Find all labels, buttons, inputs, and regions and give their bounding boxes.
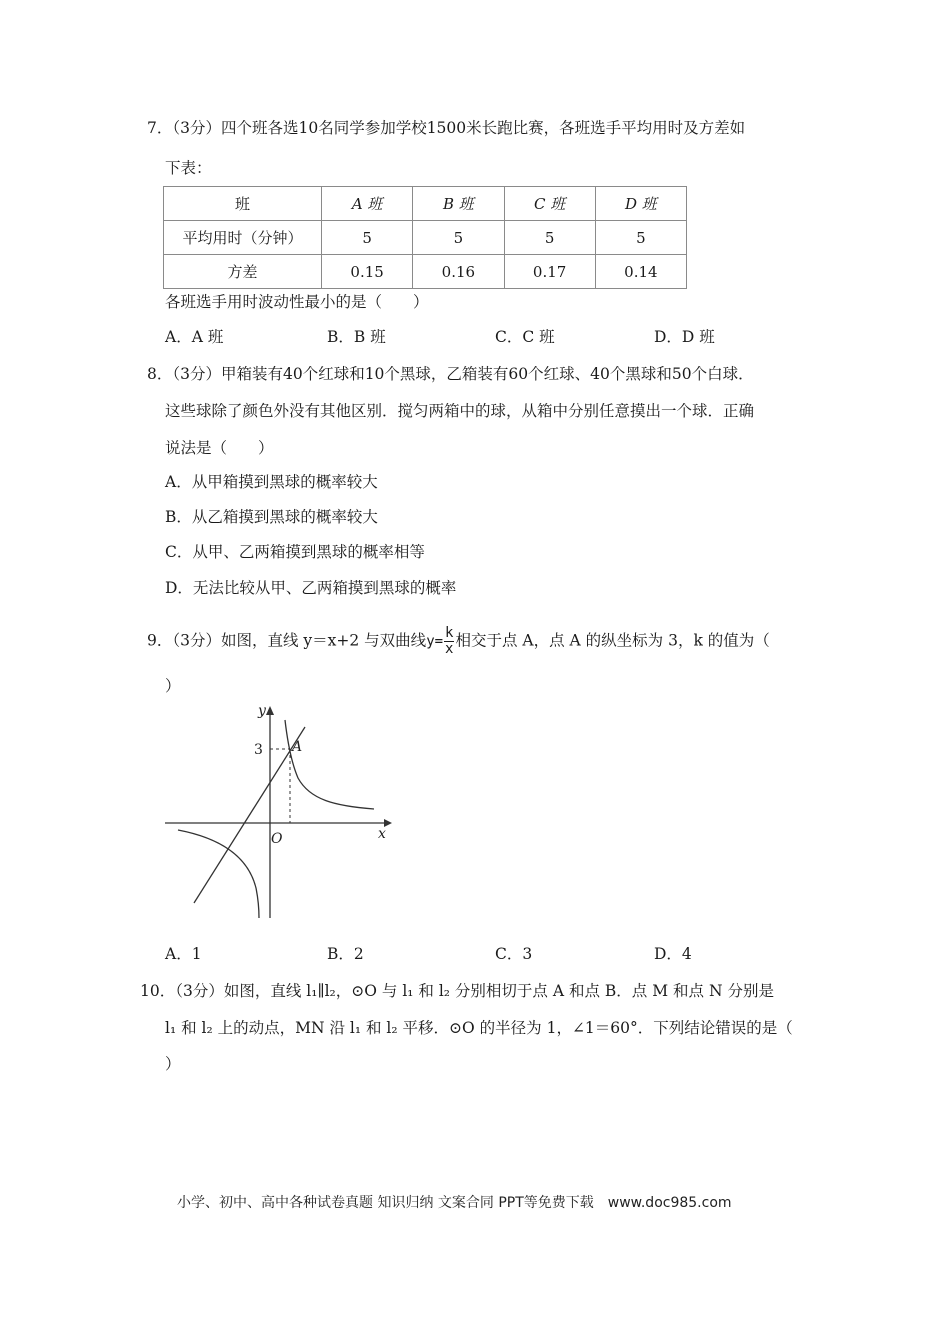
table-cell: 平均用时（分钟） xyxy=(164,221,322,255)
point-a-label: A xyxy=(292,739,303,755)
y-axis-arrow-icon xyxy=(266,706,274,715)
hyperbola-branch-right xyxy=(285,720,374,809)
y-axis-label: y xyxy=(258,703,266,719)
line-y-equals-x-plus-2 xyxy=(194,727,305,903)
table-cell: 0.16 xyxy=(413,255,504,289)
q8-option-c: C．从甲、乙两箱摸到黑球的概率相等 xyxy=(165,543,425,561)
table-cell: 5 xyxy=(595,221,686,255)
table-cell: 5 xyxy=(504,221,595,255)
q9-stem-part-b: 相交于点 A，点 A 的纵坐标为 3，k 的值为（ xyxy=(455,631,770,650)
table-header-cell: A 班 xyxy=(322,187,413,221)
q7-option-c: C．C 班 xyxy=(495,328,555,346)
q9-equation-lhs: y= xyxy=(426,633,444,650)
table-header-row xyxy=(164,187,687,221)
table-cell: 0.14 xyxy=(595,255,686,289)
table-row xyxy=(164,221,687,255)
q9-option-b: B．2 xyxy=(327,945,364,963)
q7-table xyxy=(163,186,687,289)
table-header-cell: B 班 xyxy=(413,187,504,221)
table-row xyxy=(164,255,687,289)
q9-stem-line1 xyxy=(147,626,770,657)
x-axis-label: x xyxy=(378,826,386,842)
q8-option-d: D．无法比较从甲、乙两箱摸到黑球的概率 xyxy=(165,579,457,597)
q9-graph xyxy=(160,698,400,923)
table-header-cell: C 班 xyxy=(504,187,595,221)
q10-stem-line2: l₁ 和 l₂ 上的动点，MN 沿 l₁ 和 l₂ 平移．⊙O 的半径为 1，∠1＝60°．下列结论错误的是（ xyxy=(165,1019,793,1037)
q8-option-b: B．从乙箱摸到黑球的概率较大 xyxy=(165,508,378,526)
q9-stem-part-a: 9．（3分）如图，直线 y＝x+2 与双曲线 xyxy=(147,631,427,650)
table-header-cell: D 班 xyxy=(595,187,686,221)
table-cell: 5 xyxy=(413,221,504,255)
q9-option-c: C．3 xyxy=(495,945,533,963)
origin-label: O xyxy=(271,831,283,847)
q8-option-a: A．从甲箱摸到黑球的概率较大 xyxy=(165,473,378,491)
q8-stem-line2: 这些球除了颜色外没有其他区别．搅匀两箱中的球，从箱中分别任意摸出一个球．正确 xyxy=(165,402,755,420)
q9-option-a: A．1 xyxy=(165,945,202,963)
page-footer: 小学、初中、高中各种试卷真题 知识归纳 文案合同 PPT等免费下载 www.doc985.com xyxy=(177,1195,732,1211)
hyperbola-branch-left xyxy=(178,830,259,918)
table-cell: 5 xyxy=(322,221,413,255)
q7-option-a: A．A 班 xyxy=(165,328,224,346)
q7-stem-line2: 下表： xyxy=(165,159,212,177)
table-cell: 方差 xyxy=(164,255,322,289)
q9-fraction xyxy=(444,626,454,657)
q7-question: 各班选手用时波动性最小的是（ ） xyxy=(165,293,429,311)
tick-label-3: 3 xyxy=(254,742,263,758)
table-header-cell: 班 xyxy=(164,187,322,221)
q9-option-d: D．4 xyxy=(654,945,692,963)
table-cell: 0.17 xyxy=(504,255,595,289)
fraction-numerator: k xyxy=(445,625,454,641)
q10-stem-line3: ） xyxy=(165,1055,181,1073)
q7-option-b: B．B 班 xyxy=(327,328,386,346)
q7-stem-line1: 7．（3分）四个班各选10名同学参加学校1500米长跑比赛，各班选手平均用时及方差如 xyxy=(147,119,746,137)
table-cell: 0.15 xyxy=(322,255,413,289)
fraction-denominator: x xyxy=(445,641,454,657)
q9-stem-line2: ） xyxy=(165,677,181,695)
q8-stem-line1: 8．（3分）甲箱装有40个红球和10个黑球，乙箱装有60个红球、40个黑球和50个白球． xyxy=(147,365,754,383)
q7-option-d: D．D 班 xyxy=(654,328,715,346)
q10-stem-line1: 10．（3分）如图，直线 l₁∥l₂，⊙O 与 l₁ 和 l₂ 分别相切于点 A 和点 B．点 M 和点 N 分别是 xyxy=(140,982,774,1000)
q8-stem-line3: 说法是（ ） xyxy=(165,439,274,457)
